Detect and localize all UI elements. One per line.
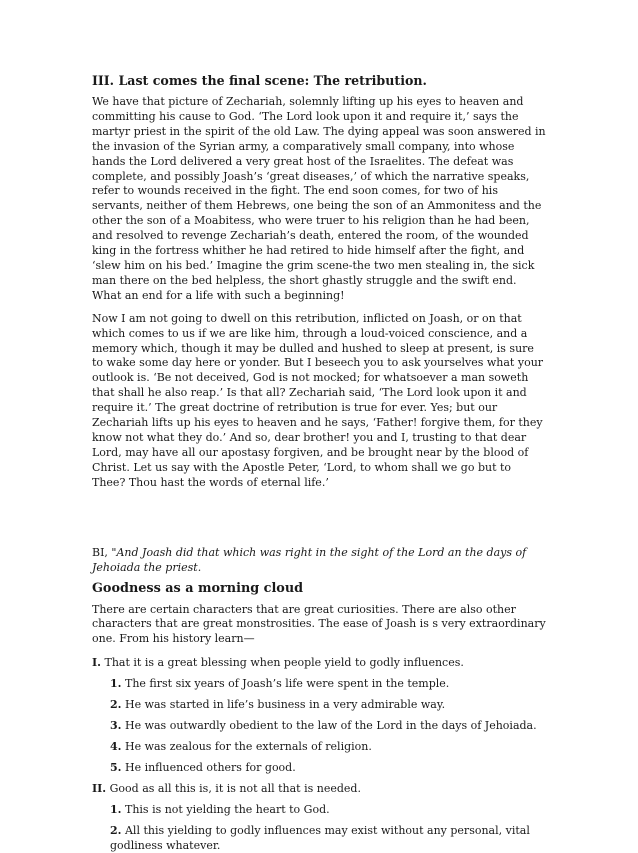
section-gap [92,499,546,545]
point-text: Good as all this is, it is not all that is needed. [109,782,361,796]
list-item [92,823,546,853]
reference-quote: And Joash did that which was right in the sight of the Lord an the days of Jehoiada the priest. [92,545,527,574]
list-item [92,718,546,733]
reference-prefix: BI, " [92,545,117,559]
item-text: All this yielding to godly influences may exist without any personal, vital godliness whatever. [110,824,530,853]
main-point [92,655,546,670]
list-item [92,760,546,775]
main-point [92,781,546,796]
item-number: 5. [110,761,122,775]
item-number: 3. [110,719,122,733]
paragraph: We have that picture of Zechariah, solemnly lifting up his eyes to heaven and committing his cause to God. ‘The Lord look upon it and require it,’ says the martyr priest in the spirit of the old Law. The dying appeal was soon answered in the invasion of the Syrian army, a comparatively small company, into whose hands the Lord delivered a very great host of the Israelites. The defeat was complete, and possibly Joash’s ‘great diseases,’ of which the narrative speaks, refer to wounds received in the fight. The end soon comes, for two of his servants, neither of them Hebrews, one being the son of an Ammonitess and the other the son of a Moabitess, who were truer to his religion than he had been, and resolved to revenge Zechariah’s death, entered the room, of the wounded king in the fortress whither he had retired to hide himself after the fight, and ‘slew him on his bed.’ Imagine the grim scene-the two men stealing in, the sick man there on the bed helpless, the short ghastly struggle and the swift end. What an end for a life with such a beginning! [92,95,546,302]
point-number: II. [92,782,107,796]
item-text: He was zealous for the externals of religion. [124,740,372,754]
item-number: 1. [110,677,122,691]
item-number: 2. [110,698,122,712]
item-number: 4. [110,740,122,754]
point-number: I. [92,656,101,670]
paragraph: Now I am not going to dwell on this retribution, inflicted on Joash, or on that which comes to us if we are like him, through a loud-voiced conscience, and a memory which, though it may be dulled and hushed to sleep at present, is sure to wake some day here or yonder. But I beseech you to ask yourselves what your outlook is. ‘Be not deceived, God is not mocked; for whatsoever a man soweth that shall he also reap.’ Is that all? Zechariah said, ‘The Lord look upon it and require it.’ The great doctrine of retribution is true for ever. Yes; but our Zechariah lifts up his eyes to heaven and he says, ‘Father! forgive them, for they know not what they do.’ And so, dear brother! you and I, trusting to that dear Lord, may have all our apostasy forgiven, and be brought near by the blood of Christ. Let us say with the Apostle Peter, ‘Lord, to whom shall we go but to Thee? Thou hast the words of eternal life.’ [92,311,544,489]
item-text: This is not yielding the heart to God. [124,803,330,817]
list-item [92,739,546,754]
subheading: Goodness as a morning cloud [92,580,304,596]
item-number: 1. [110,803,122,817]
intro-paragraph: There are certain characters that are great curiosities. There are also other characters that are great monstrosities. The ease of Joash is s very extraordinary one. From his history learn— [92,602,546,646]
scripture-reference [92,545,546,575]
item-text: The first six years of Joash’s life were spent in the temple. [124,677,450,691]
item-text: He was started in life’s business in a very admirable way. [124,698,446,712]
list-item [92,697,546,712]
item-text: He influenced others for good. [124,761,296,775]
section-heading: III. Last comes the final scene: The retribution. [92,73,427,88]
item-number: 2. [110,824,122,838]
list-item [92,676,546,691]
point-text: That it is a great blessing when people yield to godly influences. [104,656,464,670]
list-item [92,802,546,817]
item-text: He was outwardly obedient to the law of the Lord in the days of Jehoiada. [124,719,537,733]
